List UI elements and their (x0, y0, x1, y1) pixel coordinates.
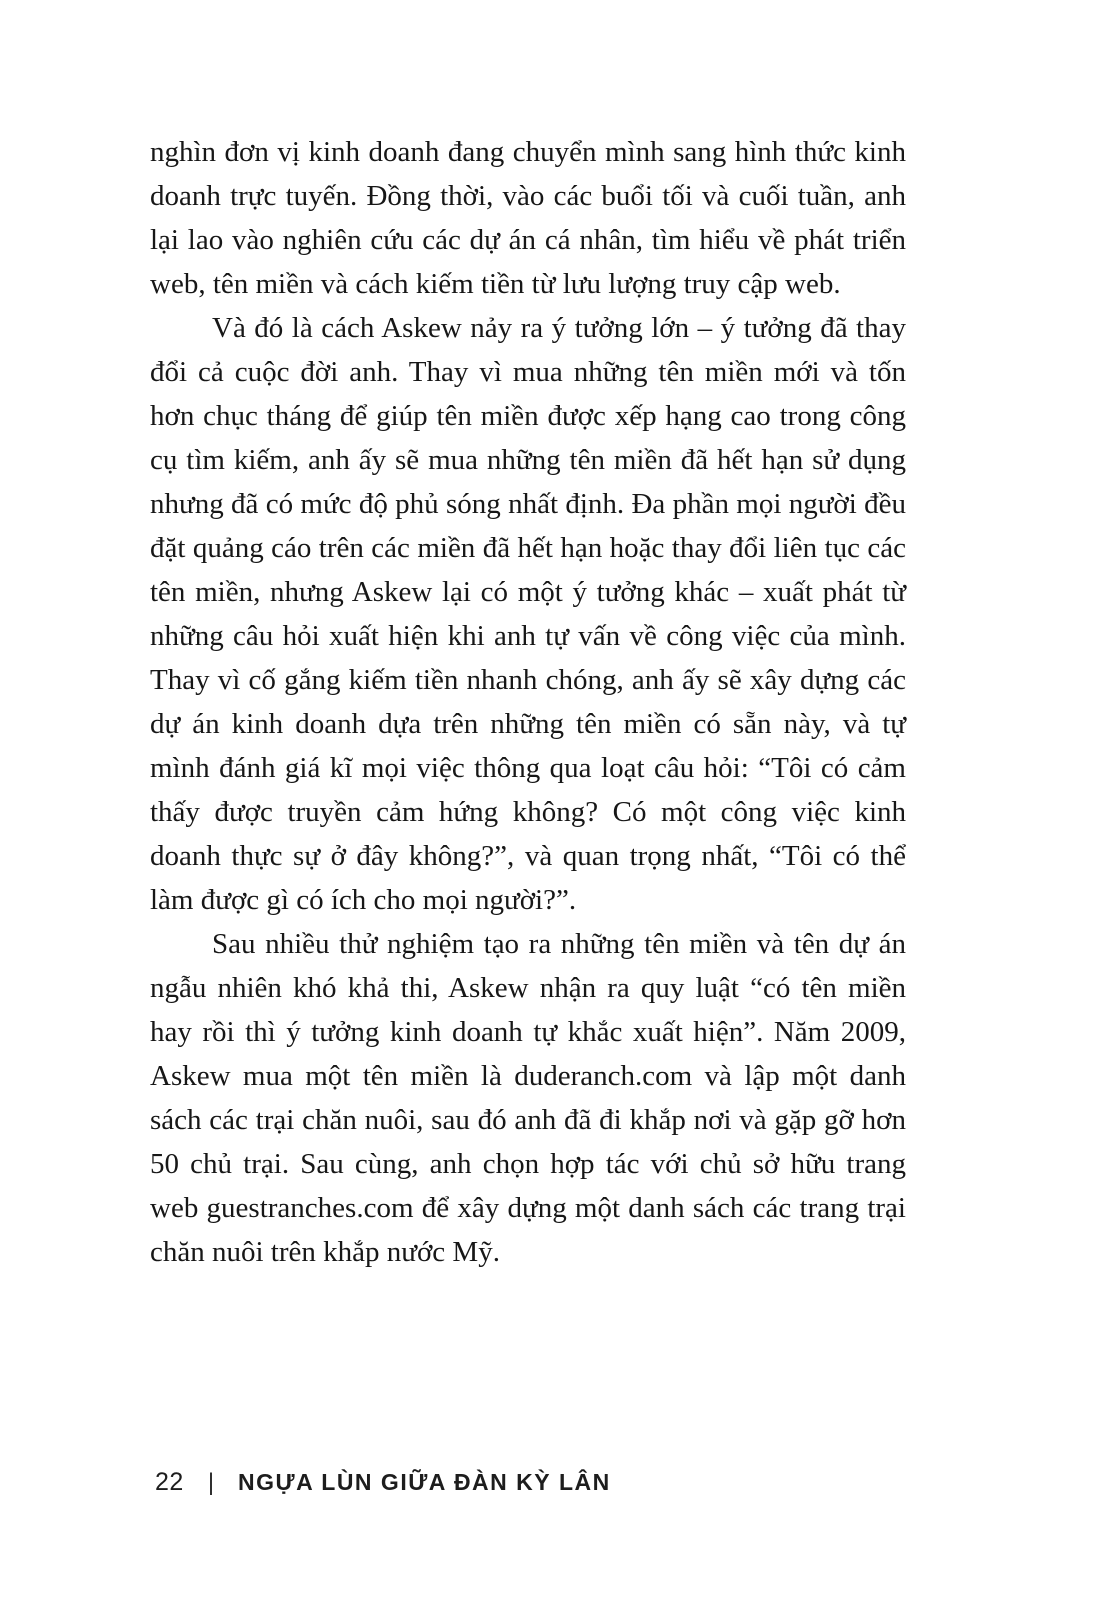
paragraph: Và đó là cách Askew nảy ra ý tưởng lớn – ý tưởng đã thay đổi cả cuộc đời anh. Thay vì mua những tên miền mới và tốn hơn chục tháng để giúp tên miền được xếp hạng cao trong công cụ tìm kiếm, anh ấy sẽ mua những tên miền đã hết hạn sử dụng nhưng đã có mức độ phủ sóng nhất định. Đa phần mọi người đều đặt quảng cáo trên các miền đã hết hạn hoặc thay đổi liên tục các tên miền, nhưng Askew lại có một ý tưởng khác – xuất phát từ những câu hỏi xuất hiện khi anh tự vấn về công việc của mình. Thay vì cố gắng kiếm tiền nhanh chóng, anh ấy sẽ xây dựng các dự án kinh doanh dựa trên những tên miền có sẵn này, và tự mình đánh giá kĩ mọi việc thông qua loạt câu hỏi: “Tôi có cảm thấy được truyền cảm hứng không? Có một công việc kinh doanh thực sự ở đây không?”, và quan trọng nhất, “Tôi có thể làm được gì có ích cho mọi người?”. (150, 312, 906, 916)
running-title: NGỰA LÙN GIỮA ĐÀN KỲ LÂN (238, 1469, 611, 1495)
page-number: 22 (155, 1468, 184, 1496)
paragraph: Sau nhiều thử nghiệm tạo ra những tên miền và tên dự án ngẫu nhiên khó khả thi, Askew nhận ra quy luật “có tên miền hay rồi thì ý tưởng kinh doanh tự khắc xuất hiện”. Năm 2009, Askew mua một tên miền là duderanch.com và lập một danh sách các trại chăn nuôi, sau đó anh đã đi khắp nơi và gặp gỡ hơn 50 chủ trại. Sau cùng, anh chọn hợp tác với chủ sở hữu trang web guestranches.com để xây dựng một danh sách các trang trại chăn nuôi trên khắp nước Mỹ. (150, 928, 906, 1268)
footer-separator: | (207, 1469, 215, 1496)
paragraph: nghìn đơn vị kinh doanh đang chuyển mình sang hình thức kinh doanh trực tuyến. Đồng thời, vào các buổi tối và cuối tuần, anh lại lao vào nghiên cứu các dự án cá nhân, tìm hiểu về phát triển web, tên miền và cách kiếm tiền từ lưu lượng truy cập web. (150, 136, 906, 300)
body-text (150, 130, 906, 1274)
page-footer (155, 1468, 611, 1497)
